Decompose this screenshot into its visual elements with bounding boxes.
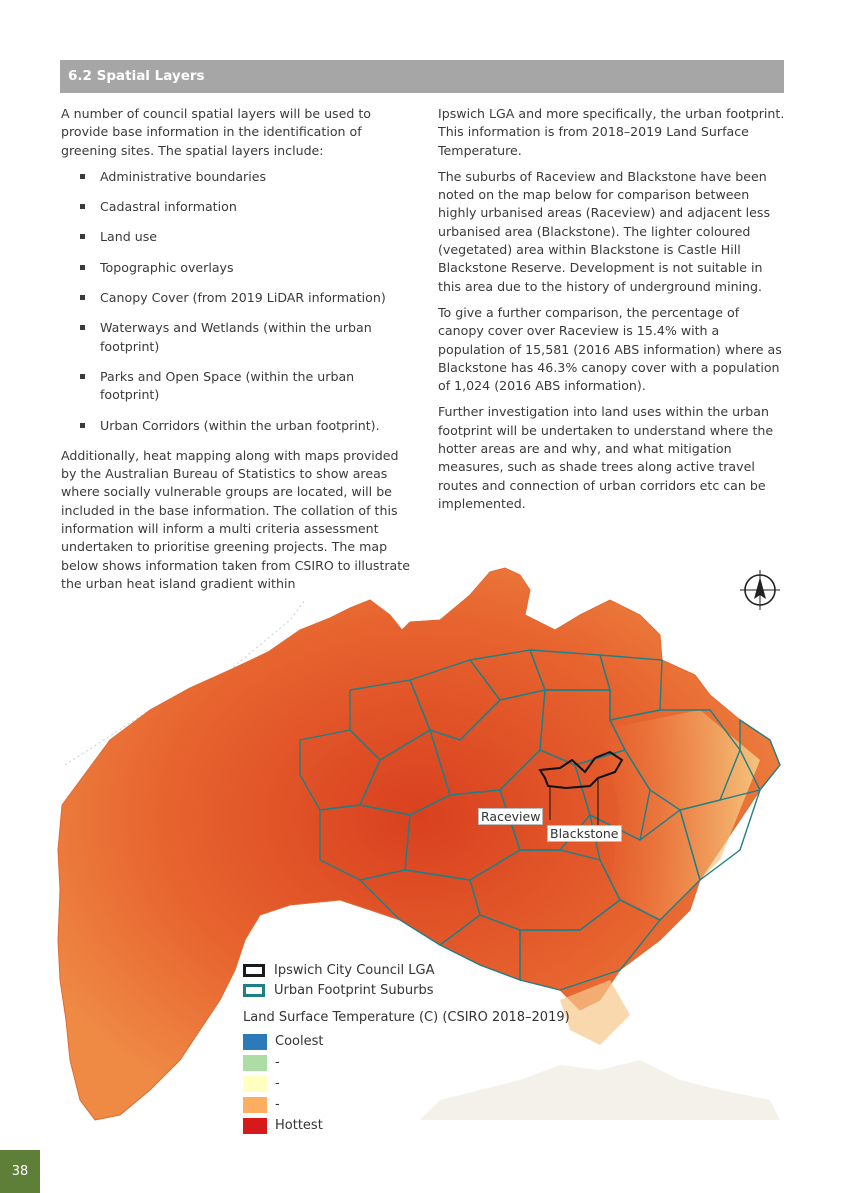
legend-class-label: Coolest <box>275 1034 324 1049</box>
legend-swatch <box>243 1076 267 1092</box>
suburbs-paragraph: The suburbs of Raceview and Blackstone have been noted on the map below for comparison between highly urbanised areas (Raceview) and adjacent less urbanised area (Blackstone). The lighter coloured (vegetated) area within Blackstone is Castle Hill Blackstone Reserve. Development is not suitable in this area due to the history of underground mining. <box>438 168 770 294</box>
legend-title: Land Surface Temperature (C) (CSIRO 2018–2019) <box>243 1010 570 1025</box>
list-item: Canopy Cover (from 2019 LiDAR information) <box>61 289 411 307</box>
cooler-zone <box>600 710 760 920</box>
blackstone-label: Blackstone <box>547 825 622 842</box>
list-item: Waterways and Wetlands (within the urban footprint) <box>61 319 411 356</box>
legend-class-row <box>243 1052 570 1073</box>
lga-paragraph: Ipswich LGA and more specifically, the urban footprint. This information is from 2018–2019 Land Surface Temperature. <box>438 106 785 158</box>
legend-suburbs-label: Urban Footprint Suburbs <box>274 982 434 998</box>
legend-swatch <box>243 1097 267 1113</box>
heat-mapping-paragraph: Additionally, heat mapping along with maps provided by the Australian Bureau of Statistics to show areas where socially vulnerable groups are located, will be included in the base information. The collation of this information will inform a multi criteria assessment undertaken to prioritise greening projects. The map below shows information taken from CSIRO to illustrate the urban heat island gradient within <box>61 447 410 591</box>
left-column <box>61 105 411 601</box>
right-column <box>438 105 788 521</box>
investigation-paragraph: Further investigation into land uses within the urban footprint will be undertaken to understand where the hotter areas are and why, and what mitigation measures, such as shade trees along active travel routes and connection of urban corridors etc can be implemented. <box>438 404 774 511</box>
spatial-layers-list <box>61 168 411 435</box>
list-item: Urban Corridors (within the urban footprint). <box>61 417 411 435</box>
legend-class-label: - <box>275 1055 280 1070</box>
legend-class-row <box>243 1031 570 1052</box>
legend-class-label: - <box>275 1097 280 1112</box>
section-heading: 6.2 Spatial Layers <box>60 60 784 93</box>
legend-class-row <box>243 1094 570 1115</box>
legend-swatch <box>243 1118 267 1134</box>
legend-suburbs-row <box>243 980 570 1000</box>
list-item: Administrative boundaries <box>61 168 411 186</box>
legend-class-row <box>243 1073 570 1094</box>
legend-lga-row <box>243 960 570 980</box>
list-item: Topographic overlays <box>61 259 411 277</box>
legend-class-label: Hottest <box>275 1118 323 1133</box>
canopy-paragraph: To give a further comparison, the percentage of canopy cover over Raceview is 15.4% with a population of 15,581 (2016 ABS information) where as Blackstone has 46.3% canopy cover with a population of 1,024 (2016 ABS information). <box>438 304 782 394</box>
legend-lga-swatch <box>243 964 265 977</box>
north-arrow-icon <box>740 570 780 610</box>
legend-swatch <box>243 1055 267 1071</box>
raceview-label: Raceview <box>478 808 543 825</box>
legend-class-row <box>243 1115 570 1136</box>
map-legend <box>243 960 570 1136</box>
legend-suburbs-swatch <box>243 984 265 997</box>
list-item: Land use <box>61 228 411 246</box>
legend-class-label: - <box>275 1076 280 1091</box>
intro-paragraph: A number of council spatial layers will be used to provide base information in the identification of greening sites. The spatial layers include: <box>61 106 371 158</box>
legend-swatch <box>243 1034 267 1050</box>
legend-lga-label: Ipswich City Council LGA <box>274 962 435 978</box>
list-item: Cadastral information <box>61 198 411 216</box>
page-number: 38 <box>0 1150 40 1193</box>
list-item: Parks and Open Space (within the urban footprint) <box>61 368 411 405</box>
